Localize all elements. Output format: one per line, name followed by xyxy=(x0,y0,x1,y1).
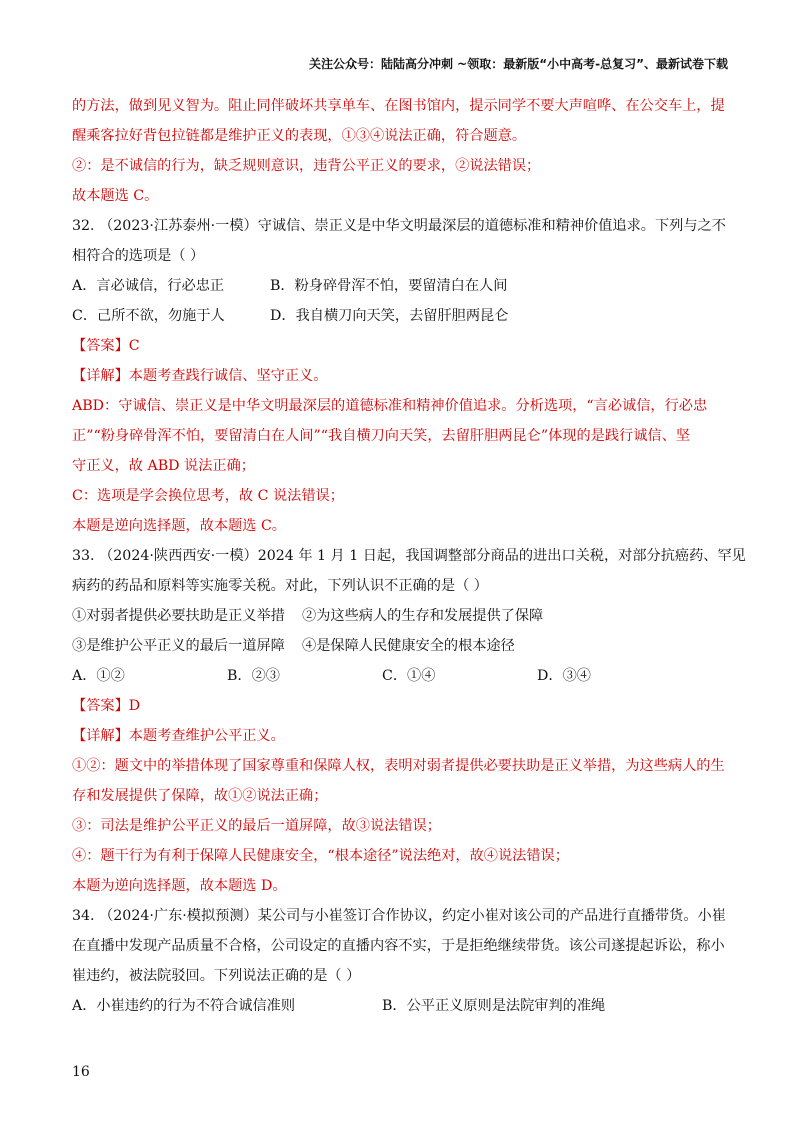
page-number: 16 xyxy=(72,1064,90,1080)
q32-answer: 【答案】C xyxy=(72,338,140,354)
q34-option-a: A．小崔违约的行为不符合诚信准则 xyxy=(72,998,296,1014)
q32-option-d: D．我自横刀向天笑，去留肝胆两昆仑 xyxy=(270,308,509,324)
q34-stem: 34. （2024·广东·模拟预测）某公司与小崔签订合作协议，约定小崔对该公司的产品进行直播带货。小崔 xyxy=(72,908,726,924)
q32-option-c: C．己所不欲，勿施于人 xyxy=(72,308,225,324)
q32-stem: 32. （2023·江苏泰州·一模）守诚信、崇正义是中华文明最深层的道德标准和精神价值追求。下列与之不 xyxy=(72,218,726,234)
q32-explanation-line: C：选项是学会换位思考，故 C 说法错误； xyxy=(72,488,344,504)
q33-option-b: B．②③ xyxy=(227,668,280,684)
q33-conclusion: 本题为逆向选择题，故本题选 D。 xyxy=(72,878,287,894)
document-body xyxy=(72,96,746,1026)
q32-options-row xyxy=(72,276,732,296)
q33-items-row xyxy=(72,636,732,656)
q32-conclusion: 本题是逆向选择题，故本题选 C。 xyxy=(72,518,286,534)
q32-stem: 相符合的选项是（ ） xyxy=(72,248,205,264)
q33-items-row xyxy=(72,606,732,626)
q33-explanation-line: ④：题干行为有利于保障人民健康安全，“根本途径”说法绝对，故④说法错误； xyxy=(72,848,569,864)
page-header: 关注公众号：陆陆高分冲刺 ~领取：最新版“小中高考-总复习”、最新试卷下载 xyxy=(309,57,728,71)
q33-option-c: C．①④ xyxy=(382,668,436,684)
q33-explanation-line: ③：司法是维护公平正义的最后一道屏障，故③说法错误； xyxy=(72,818,441,834)
q33-options-row xyxy=(72,666,732,686)
q32-explanation-line: ABD：守诚信、崇正义是中华文明最深层的道德标准和精神价值追求。分析选项，“言必诚信，行必忠 xyxy=(72,398,708,414)
q32-explanation-line: 守正义，故 ABD 说法正确； xyxy=(72,458,255,474)
q33-option-d: D．③④ xyxy=(537,668,591,684)
q34-option-b: B．公平正义原则是法院审判的准绳 xyxy=(382,998,606,1014)
q34-stem: 崔违约，被法院驳回。下列说法正确的是（ ） xyxy=(72,968,361,984)
q33-item-1: ①对弱者提供必要扶助是正义举措 xyxy=(72,608,285,624)
q34-options-row xyxy=(72,996,732,1016)
q32-detail: 【详解】本题考查践行诚信、坚守正义。 xyxy=(72,368,328,384)
q33-stem: 病药的药品和原料等实施零关税。对此，下列认识不正确的是（ ） xyxy=(72,578,488,594)
q33-item-4: ④是保障人民健康安全的根本途径 xyxy=(302,638,515,654)
q32-option-a: A．言必诚信，行必忠正 xyxy=(72,278,225,294)
q33-item-2: ②为这些病人的生存和发展提供了保障 xyxy=(302,608,544,624)
q32-option-b: B．粉身碎骨浑不怕，要留清白在人间 xyxy=(270,278,508,294)
q33-explanation-line: ①②：题文中的举措体现了国家尊重和保障人权，表明对弱者提供必要扶助是正义举措，为这些病人的生 xyxy=(72,758,725,774)
q33-option-a: A．①② xyxy=(72,668,125,684)
q33-explanation-line: 存和发展提供了保障，故①②说法正确； xyxy=(72,788,328,804)
q33-detail: 【详解】本题考查维护公平正义。 xyxy=(72,728,285,744)
q31-explanation-line: 的方法，做到见义智为。阻止同伴破坏共享单车、在图书馆内，提示同学不要大声喧哗、在公交车上，提 xyxy=(72,98,725,114)
q33-item-3: ③是维护公平正义的最后一道屏障 xyxy=(72,638,285,654)
q32-explanation-line: 正”“粉身碎骨浑不怕，要留清白在人间”“我自横刀向天笑，去留肝胆两昆仑”体现的是践行诚信、坚 xyxy=(72,428,690,444)
q33-stem: 33. （2024·陕西西安·一模）2024 年 1 月 1 日起，我国调整部分商品的进出口关税，对部分抗癌药、罕见 xyxy=(72,548,746,564)
q31-explanation-line: 醒乘客拉好背包拉链都是维护正义的表现，①③④说法正确，符合题意。 xyxy=(72,128,527,144)
q32-options-row xyxy=(72,306,732,326)
q31-conclusion: 故本题选 C。 xyxy=(72,188,159,204)
q33-answer: 【答案】D xyxy=(72,698,141,714)
q31-explanation-line: ②：是不诚信的行为，缺乏规则意识，违背公平正义的要求，②说法错误； xyxy=(72,158,541,174)
q34-stem: 在直播中发现产品质量不合格，公司设定的直播内容不实，于是拒绝继续带货。该公司遂提起诉讼，称小 xyxy=(72,938,725,954)
